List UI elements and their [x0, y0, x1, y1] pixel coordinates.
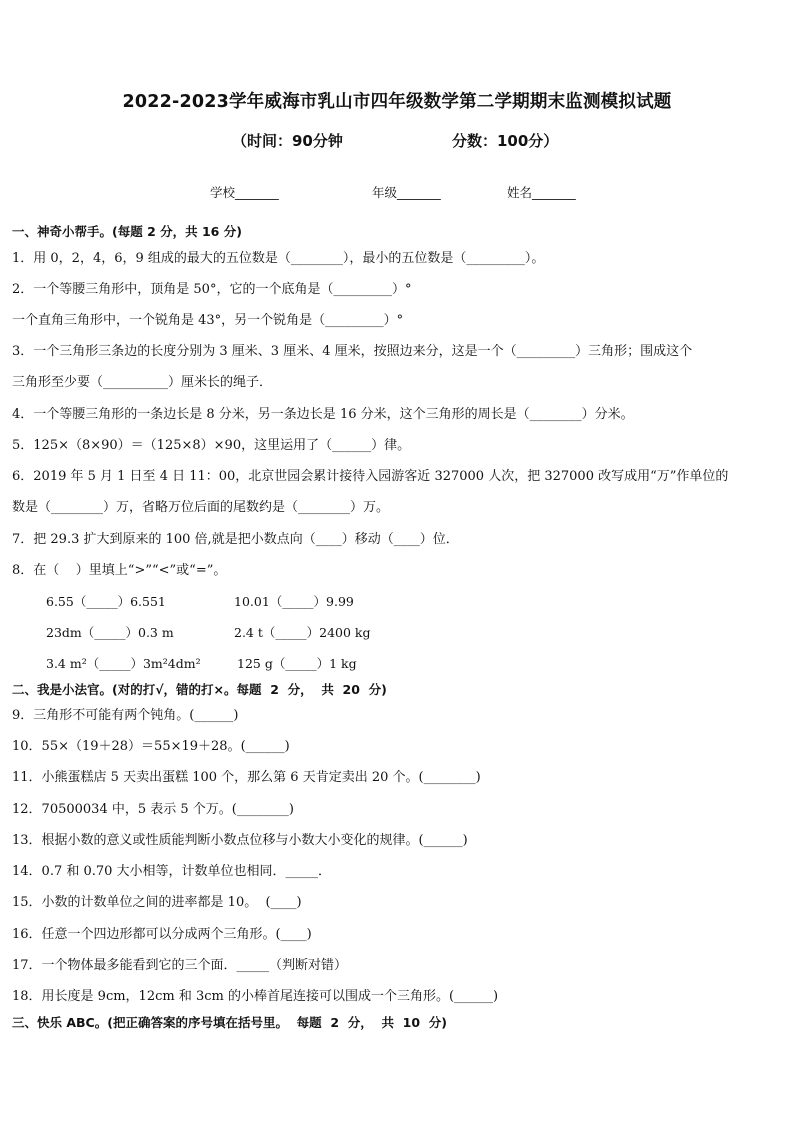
exam-time: （时间：90分钟	[232, 132, 343, 150]
question-3-line-1: 3．一个三角形三条边的长度分别为 3 厘米、3 厘米、4 厘米，按照边来分，这是一个（_________）三角形；围成这个	[12, 344, 693, 359]
question-5: 5．125×（8×90）＝（125×8）×90，这里运用了（______）律。	[12, 438, 411, 453]
comparison-item: 6.55（_____）6.551	[46, 594, 166, 609]
question-12: 12．70500034 中，5 表示 5 个万。(________)	[12, 802, 294, 817]
comparison-item: 125 g（_____）1 kg	[237, 656, 357, 671]
question-6-line-2: 数是（________）万，省略万位后面的尾数约是（________）万。	[12, 500, 390, 515]
comparison-item: 10.01（_____）9.99	[234, 594, 354, 609]
question-14: 14．0.7 和 0.70 大小相等，计数单位也相同．_____．	[12, 864, 332, 879]
question-2-part-2: 一个直角三角形中，一个锐角是 43°，另一个锐角是（_________）°	[12, 313, 404, 328]
question-13: 13．根据小数的意义或性质能判断小数点位移与小数大小变化的规律。(______)	[12, 833, 468, 848]
comparison-item: 3.4 m²（_____）3m²4dm²	[46, 656, 201, 671]
question-4: 4．一个等腰三角形的一条边长是 8 分米，另一条边长是 16 分米，这个三角形的周长是（________）分米。	[12, 407, 634, 422]
question-11: 11．小熊蛋糕店 5 天卖出蛋糕 100 个，那么第 6 天肯定卖出 20 个。(________)	[12, 770, 481, 785]
section-2-heading: 二、我是小法官。(对的打√，错的打×。每题 2 分， 共 20 分)	[12, 682, 387, 697]
exam-score: 分数：100分）	[452, 132, 559, 150]
question-10: 10．55×（19＋28）＝55×19＋28。(______)	[12, 739, 290, 754]
question-1: 1．用 0，2，4，6，9 组成的最大的五位数是（________），最小的五位数是（_________）。	[12, 251, 545, 266]
section-3-heading: 三、快乐 ABC。(把正确答案的序号填在括号里。 每题 2 分， 共 10 分)	[12, 1015, 447, 1030]
section-1-heading: 一、神奇小帮手。(每题 2 分，共 16 分)	[12, 224, 242, 239]
page-title: 2022-2023学年威海市乳山市四年级数学第二学期期末监测模拟试题	[122, 92, 672, 112]
question-7: 7．把 29.3 扩大到原来的 100 倍,就是把小数点向（____）移动（____）位．	[12, 532, 459, 547]
grade-field: 年级_______	[372, 185, 441, 200]
question-16: 16．任意一个四边形都可以分成两个三角形。(____)	[12, 927, 312, 942]
question-3-line-2: 三角形至少要（__________）厘米长的绳子．	[12, 375, 273, 390]
name-field: 姓名_______	[507, 185, 576, 200]
question-2-part-1: 2．一个等腰三角形中，顶角是 50°，它的一个底角是（_________）°	[12, 282, 412, 297]
question-6-line-1: 6．2019 年 5 月 1 日至 4 日 11：00，北京世园会累计接待入园游客近 327000 人次，把 327000 改写成用“万”作单位的	[12, 469, 729, 484]
school-field: 学校_______	[210, 185, 279, 200]
question-17: 17．一个物体最多能看到它的三个面．_____（判断对错）	[12, 958, 348, 973]
question-15: 15．小数的计数单位之间的进率都是 10。 (____)	[12, 895, 302, 910]
question-8: 8．在（ ）里填上“>”“<”或“=”。	[12, 563, 227, 578]
comparison-item: 23dm（_____）0.3 m	[46, 625, 174, 640]
comparison-item: 2.4 t（_____）2400 kg	[234, 625, 371, 640]
question-18: 18．用长度是 9cm，12cm 和 3cm 的小棒首尾连接可以围成一个三角形。(______)	[12, 989, 499, 1004]
question-9: 9．三角形不可能有两个钝角。(______)	[12, 708, 239, 723]
